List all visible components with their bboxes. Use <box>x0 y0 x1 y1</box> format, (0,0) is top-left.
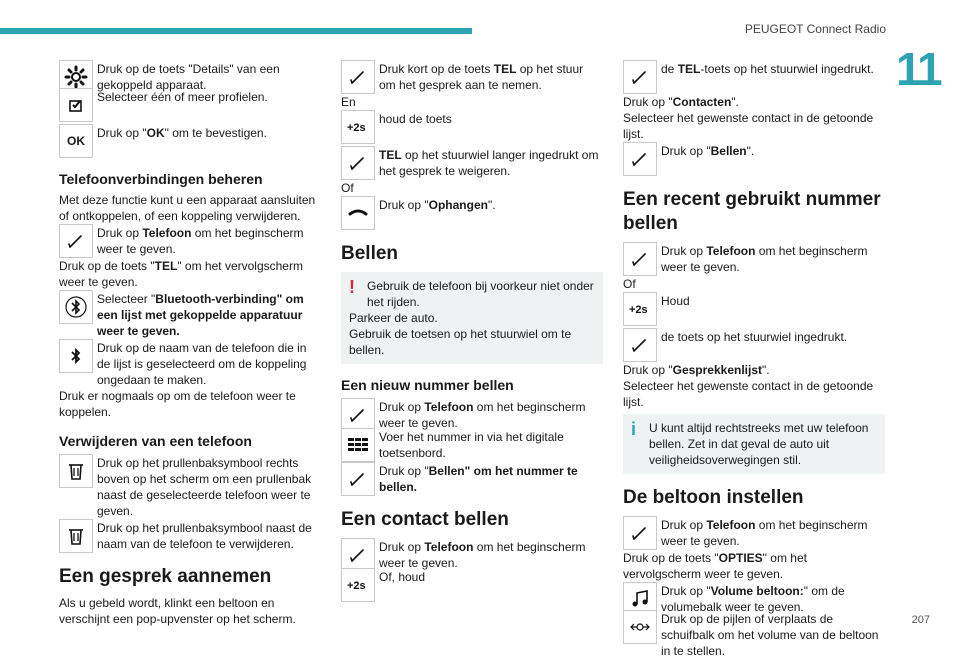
svg-text:+2s: +2s <box>629 304 648 316</box>
phone-icon <box>623 328 657 362</box>
step-text: TEL op het stuurwiel langer ingedrukt om het gesprek te weigeren. <box>379 148 599 178</box>
step-text: Druk kort op de toets TEL op het stuur om het gesprek aan te nemen. <box>379 62 584 92</box>
section-heading-answer: Een gesprek aannemen <box>59 566 272 587</box>
step-text: Druk op Telefoon om het beginscherm weer te geven. <box>661 244 868 274</box>
warning-note <box>341 272 603 364</box>
step-hold-2s <box>341 110 603 144</box>
phone-icon <box>59 224 93 258</box>
column-1 <box>59 60 321 627</box>
step-text: Druk op "Volume beltoon:" om de volumebalk weer te geven. <box>661 584 845 614</box>
step-text: Of, houd <box>379 570 426 584</box>
step-text: Druk op Telefoon om het beginscherm weer te geven. <box>661 518 868 548</box>
step-tel-hold <box>623 60 885 94</box>
step-text: Druk op Telefoon om het beginscherm weer te geven. <box>97 226 304 256</box>
step-contact-telefoon <box>341 538 603 572</box>
hold-2s-icon <box>341 110 375 144</box>
step-text: de toets op het stuurwiel ingedrukt. <box>661 330 848 344</box>
page-number: 207 <box>911 614 930 626</box>
paragraph: Of <box>623 277 636 291</box>
step-text: Druk op de naam van de telefoon die in de lijst is geselecteerd om de koppeling ongedaan te maken. <box>97 341 307 387</box>
section-heading-call: Bellen <box>341 243 399 264</box>
info-note <box>623 414 885 474</box>
svg-text:+2s: +2s <box>347 122 366 134</box>
svg-text:+2s: +2s <box>347 580 366 592</box>
slider-arrows-icon <box>623 610 657 644</box>
phone-icon <box>341 60 375 94</box>
step-text: Selecteer "Bluetooth-verbinding" om een lijst met gekoppelde apparatuur weer te geven. <box>97 292 304 338</box>
bluetooth-icon <box>59 339 93 373</box>
phone-icon <box>623 516 657 550</box>
step-tel-long <box>341 146 603 180</box>
step-text: houd de toets <box>379 112 452 126</box>
step-text: Druk op "Ophangen". <box>379 198 496 212</box>
step-text: Druk op de toets "Details" van een gekoppeld apparaat. <box>97 62 280 92</box>
paragraph: Druk op de toets "OPTIES" om het vervolgscherm weer te geven. <box>623 551 807 581</box>
step-trash-top <box>59 454 321 519</box>
warning-text: Gebruik de telefoon bij voorkeur niet onder het rijden. <box>367 279 594 309</box>
info-text: U kunt altijd rechtstreeks met uw telefoon bellen. Zet in dat geval de auto uit veiligheidsoverwegingen stil. <box>649 421 869 467</box>
keypad-icon <box>341 428 375 462</box>
step-text: Druk op het prullenbaksymbool naast de naam van de telefoon te verwijderen. <box>97 521 312 551</box>
step-text: Druk op Telefoon om het beginscherm weer te geven. <box>379 400 586 430</box>
paragraph: Selecteer het gewenste contact in de getoonde lijst. <box>623 379 874 409</box>
step-contact-hold <box>341 568 603 602</box>
trash-icon <box>59 454 93 488</box>
chapter-number: 11 <box>896 43 941 95</box>
step-unpair <box>59 339 321 388</box>
section-heading-contact: Een contact bellen <box>341 509 509 530</box>
section-heading-recent: Een recent gebruikt nummer bellen <box>623 189 881 234</box>
paragraph: Met deze functie kunt u een apparaat aansluiten of ontkoppelen, of een koppeling verwijderen. <box>59 193 316 223</box>
step-text: Druk op Telefoon om het beginscherm weer te geven. <box>379 540 586 570</box>
info-icon: i <box>631 419 637 439</box>
phone-icon <box>623 60 657 94</box>
step-bellen <box>623 142 885 176</box>
step-text: Voer het nummer in via het digitale toetsenbord. <box>379 430 564 460</box>
phone-icon <box>623 142 657 176</box>
step-ok <box>59 124 321 158</box>
warning-icon: ! <box>349 277 355 297</box>
step-text: Druk op "OK" om te bevestigen. <box>97 126 267 140</box>
paragraph: Druk er nogmaals op om de telefoon weer te koppelen. <box>59 389 296 419</box>
step-keypad <box>341 428 603 462</box>
trash-icon <box>59 519 93 553</box>
column-3 <box>623 60 885 659</box>
phone-icon <box>341 538 375 572</box>
step-recent-telefoon <box>623 242 885 276</box>
phone-icon <box>623 242 657 276</box>
step-recent-key <box>623 328 885 362</box>
section-heading-connections: Telefoonverbindingen beheren <box>59 171 263 187</box>
warning-text: Parkeer de auto. <box>349 311 438 325</box>
step-recent-hold <box>623 292 885 326</box>
header-title: PEUGEOT Connect Radio <box>744 22 886 36</box>
step-telefoon <box>59 224 321 258</box>
paragraph: Druk op "Gesprekkenlijst". <box>623 363 770 377</box>
step-text: Druk op het prullenbaksymbool rechts boven op het scherm om een prullenbak naast de geselecteerde telefoon weer te geven. <box>97 456 312 518</box>
step-new-telefoon <box>341 398 603 432</box>
paragraph: Selecteer het gewenste contact in de getoonde lijst. <box>623 111 874 141</box>
step-text: Druk op "Bellen". <box>661 144 755 158</box>
section-heading-ringtone: De beltoon instellen <box>623 487 804 508</box>
step-call-number <box>341 462 603 496</box>
paragraph: Druk op de toets "TEL" om het vervolgscherm weer te geven. <box>59 259 303 289</box>
hold-2s-icon <box>341 568 375 602</box>
step-text: Druk op de pijlen of verplaats de schuifbalk om het volume van de beltoon in te stellen. <box>661 612 879 658</box>
section-heading-new-number: Een nieuw nummer bellen <box>341 377 514 393</box>
phone-icon <box>341 146 375 180</box>
warning-text: Gebruik de toetsen op het stuurwiel om te bellen. <box>349 327 572 357</box>
step-text: Druk op "Bellen" om het nummer te bellen. <box>379 464 578 494</box>
step-bluetooth-connection <box>59 290 321 339</box>
step-tel-short <box>341 60 603 94</box>
checkbox-edit-icon <box>59 88 93 122</box>
step-text: de TEL-toets op het stuurwiel ingedrukt. <box>661 62 874 76</box>
bluetooth-icon <box>59 290 93 324</box>
ok-icon: OK <box>59 124 93 158</box>
paragraph: Druk op "Contacten". <box>623 95 739 109</box>
hold-2s-icon <box>623 292 657 326</box>
paragraph: Als u gebeld wordt, klinkt een beltoon en verschijnt een pop-upvenster op het scherm. <box>59 596 296 626</box>
paragraph: Of <box>341 181 354 195</box>
phone-icon <box>341 462 375 496</box>
step-ring-telefoon <box>623 516 885 550</box>
step-hangup <box>341 196 603 230</box>
section-heading-remove: Verwijderen van een telefoon <box>59 433 252 449</box>
paragraph: En <box>341 95 356 109</box>
step-profiles <box>59 88 321 122</box>
header-accent-bar <box>0 28 472 34</box>
phone-icon <box>341 398 375 432</box>
hangup-icon <box>341 196 375 230</box>
step-text: Selecteer één of meer profielen. <box>97 90 268 104</box>
step-text: Houd <box>661 294 690 308</box>
step-trash-name <box>59 519 321 553</box>
step-slider <box>623 610 885 659</box>
column-2 <box>341 60 603 602</box>
